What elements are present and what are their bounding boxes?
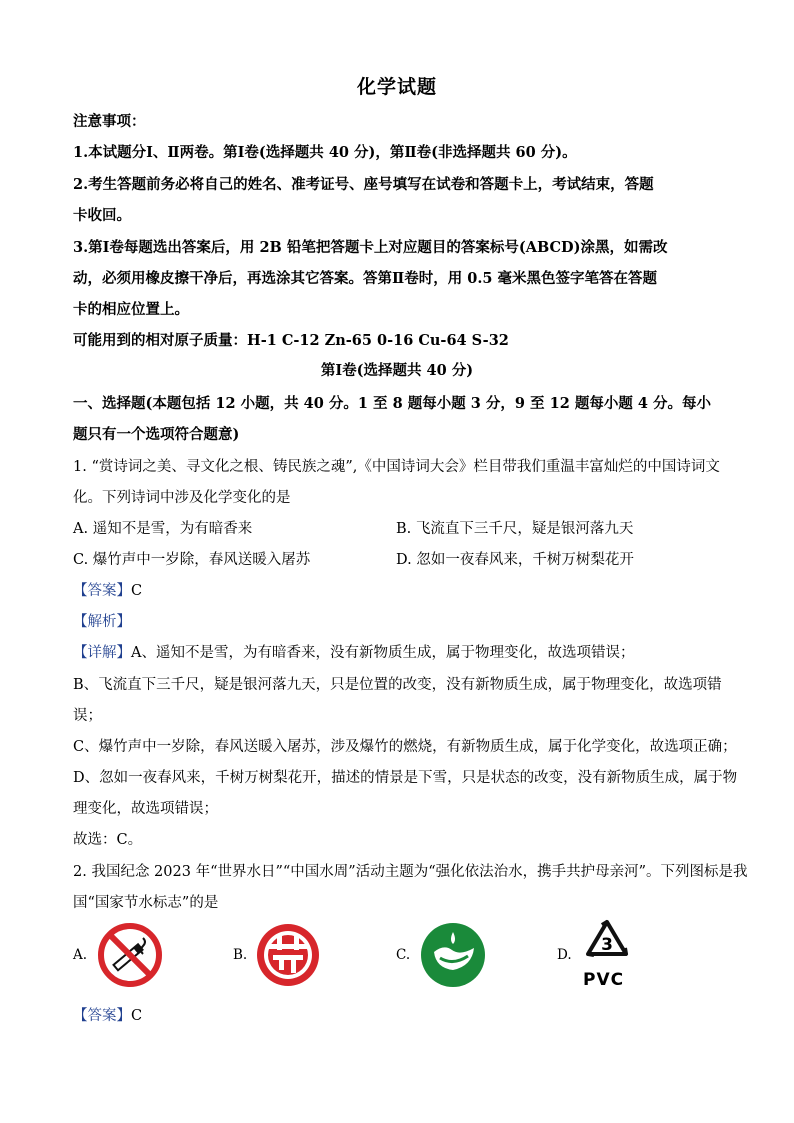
option-c-label: C.	[396, 947, 411, 963]
no-smoking-icon	[97, 922, 163, 992]
note-line: 3.第Ⅰ卷每题选出答案后，用 2B 铅笔把答题卡上对应题目的答案标号(ABCD)涂黑，如需改	[73, 239, 668, 256]
recycle-text: PVC	[583, 970, 625, 990]
option-b: B. 飞流直下三千尺，疑是银河落九天	[396, 521, 634, 537]
detail-tag: 【详解】	[73, 645, 131, 661]
section-title: 第Ⅰ卷(选择题共 40 分)	[320, 362, 474, 379]
option-c: C. 爆竹声中一岁除，春风送暖入屠苏	[73, 552, 311, 568]
detail-text: 故选：C。	[73, 832, 143, 848]
answer-line	[73, 1004, 142, 1025]
atomic-masses: 可能用到的相对原子质量：H-1 C-12 Zn-65 0-16 Cu-64 S-32	[73, 332, 509, 349]
detail-text: A、遥知不是雪，为有暗香来，没有新物质生成，属于物理变化，故选项错误；	[131, 645, 635, 661]
detail-text: 误；	[73, 708, 102, 724]
note-line: 卡收回。	[73, 207, 131, 224]
note-line: 卡的相应位置上。	[73, 301, 189, 318]
answer-value: C	[131, 1008, 143, 1024]
answer-tag: 【答案】	[73, 1008, 131, 1024]
question-1-stem: 1. “赏诗词之美、寻文化之根、铸民族之魂”,《中国诗词大会》栏目带我们重温丰富灿烂的中国诗词文	[73, 459, 720, 475]
option-a: A. 遥知不是雪，为有暗香来	[73, 521, 253, 537]
answer-value: C	[131, 583, 143, 599]
option-d: D. 忽如一夜春风来，千树万树梨花开	[396, 552, 634, 568]
part-intro: 一、选择题(本题包括 12 小题，共 40 分。1 至 8 题每小题 3 分，9 至 12 题每小题 4 分。每小	[73, 395, 712, 412]
part-intro: 题只有一个选项符合题意)	[73, 426, 240, 443]
detail-text: C、爆竹声中一岁除，春风送暖入屠苏，涉及爆竹的燃烧，有新物质生成，属于化学变化，故选项正确；	[73, 739, 737, 755]
option-b-label: B.	[233, 947, 248, 963]
question-2-stem: 国“国家节水标志”的是	[73, 895, 219, 911]
question-2-stem: 2. 我国纪念 2023 年“世界水日”“中国水周”活动主题为“强化依法治水，携手共护母亲河”。下列图标是我	[73, 864, 748, 880]
note-line: 动，必须用橡皮擦干净后，再选涂其它答案。答第Ⅱ卷时，用 0.5 毫米黑色签字笔答在答题	[73, 270, 658, 287]
option-a-label: A.	[73, 947, 88, 963]
analysis-tag: 【解析】	[73, 614, 131, 630]
detail-text: 理变化，故选项错误；	[73, 801, 218, 817]
detail-text: B、飞流直下三千尺，疑是银河落九天，只是位置的改变，没有新物质生成，属于物理变化，故选项错	[73, 677, 722, 693]
energy-saving-icon	[255, 922, 321, 992]
page-title: 化学试题	[356, 76, 437, 98]
note-line: 1.本试题分Ⅰ、Ⅱ两卷。第Ⅰ卷(选择题共 40 分)，第Ⅱ卷(非选择题共 60 分)。	[73, 144, 577, 161]
water-saving-icon	[420, 922, 486, 992]
detail-text: D、忽如一夜春风来，千树万树梨花开，描述的情景是下雪，只是状态的改变，没有新物质生成，属于物	[73, 770, 738, 786]
recycle-number: 3	[601, 935, 613, 955]
analysis-line	[73, 610, 131, 631]
answer-tag: 【答案】	[73, 583, 131, 599]
answer-line	[73, 579, 142, 600]
note-line: 2.考生答题前务必将自己的姓名、准考证号、座号填写在试卷和答题卡上，考试结束，答题	[73, 176, 654, 193]
detail-line	[73, 641, 634, 662]
question-1-stem: 化。下列诗词中涉及化学变化的是	[73, 490, 291, 506]
option-d-label: D.	[557, 947, 572, 963]
notes-heading: 注意事项：	[73, 113, 146, 130]
